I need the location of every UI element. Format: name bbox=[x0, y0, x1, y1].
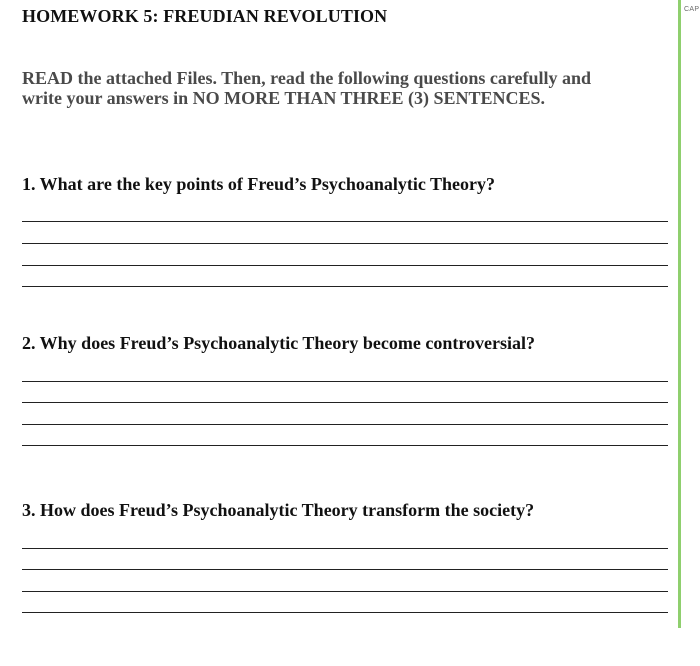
answer-line-q2-1 bbox=[22, 381, 668, 382]
instructions-line-2: write your answers in NO MORE THAN THREE (3) SENTENCES. bbox=[22, 88, 546, 108]
question-1: 1. What are the key points of Freud’s Psychoanalytic Theory? bbox=[22, 174, 496, 194]
answer-line-q3-2 bbox=[22, 569, 668, 570]
answer-line-q2-3 bbox=[22, 424, 668, 425]
instructions bbox=[22, 68, 662, 108]
answer-line-q2-4 bbox=[22, 445, 668, 446]
answer-line-q1-3 bbox=[22, 265, 668, 266]
answer-line-q3-3 bbox=[22, 591, 668, 592]
answer-line-q3-1 bbox=[22, 548, 668, 549]
question-3: 3. How does Freud’s Psychoanalytic Theory transform the society? bbox=[22, 500, 535, 520]
answer-line-q1-1 bbox=[22, 221, 668, 222]
question-2: 2. Why does Freud’s Psychoanalytic Theory become controversial? bbox=[22, 333, 535, 353]
side-margin-bar bbox=[678, 0, 681, 628]
cap-label: CAP bbox=[684, 6, 700, 13]
answer-line-q3-4 bbox=[22, 612, 668, 613]
instructions-line-1: READ the attached Files. Then, read the following questions carefully and bbox=[22, 68, 592, 88]
page-title: HOMEWORK 5: FREUDIAN REVOLUTION bbox=[22, 6, 388, 26]
answer-line-q1-2 bbox=[22, 243, 668, 244]
answer-line-q2-2 bbox=[22, 402, 668, 403]
answer-line-q1-4 bbox=[22, 286, 668, 287]
